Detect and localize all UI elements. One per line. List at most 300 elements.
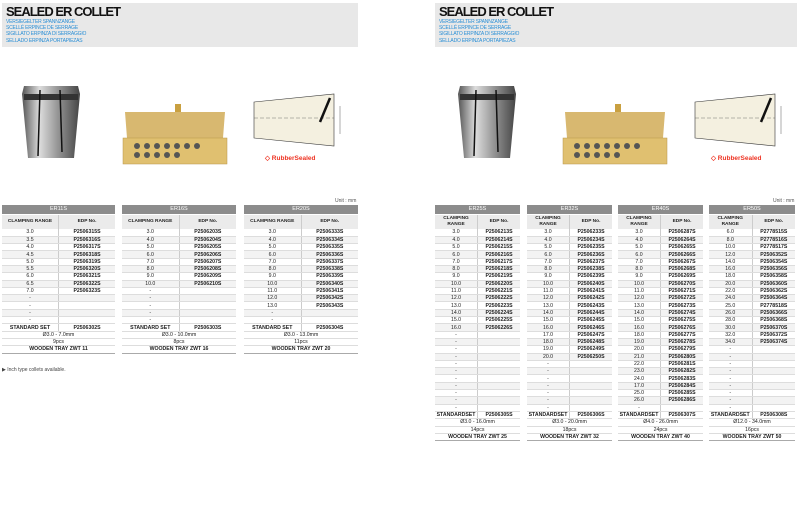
- edp-cell: [179, 317, 236, 324]
- clamping-range-cell: 16.0: [709, 265, 752, 272]
- inch-note: ▶ Inch type collets available.: [2, 367, 66, 373]
- edp-cell: P2506224S: [478, 309, 521, 316]
- clamping-range-cell: 10.0: [435, 280, 478, 287]
- edp-cell: P2506237S: [570, 258, 613, 265]
- edp-cell: P2506222S: [478, 295, 521, 302]
- edp-cell: P2506283S: [661, 375, 704, 382]
- clamping-range-cell: -: [122, 302, 179, 309]
- edp-cell: P2506279S: [661, 346, 704, 353]
- cross-section-drawing-icon: [691, 92, 791, 150]
- edp-cell: P2506322S: [59, 280, 116, 287]
- standard-set-label: STANDARD SET: [2, 324, 59, 331]
- table-row: [244, 317, 358, 324]
- table-row: [618, 280, 703, 287]
- edp-cell: P2778518S: [752, 302, 795, 309]
- set-range: Ø3.0 - 16.0mm: [435, 419, 520, 426]
- clamping-range-cell: 4.5: [2, 251, 59, 258]
- table-row: [435, 331, 520, 338]
- edp-cell: [752, 360, 795, 367]
- edp-cell: P2506204S: [179, 236, 236, 243]
- product-images: [0, 70, 370, 170]
- edp-cell: P2506264S: [661, 236, 704, 243]
- edp-cell: P2506270S: [661, 280, 704, 287]
- clamping-range-cell: 17.0: [618, 382, 661, 389]
- edp-cell: P2506277S: [661, 331, 704, 338]
- summary-row: [244, 338, 358, 345]
- table-row: [709, 353, 795, 360]
- clamping-range-cell: -: [527, 382, 570, 389]
- table-row: [618, 390, 703, 397]
- table-row: [435, 346, 520, 353]
- clamping-range-cell: -: [435, 397, 478, 404]
- clamping-range-cell: -: [435, 382, 478, 389]
- summary-row: [709, 426, 795, 433]
- table-row: [618, 287, 703, 294]
- edp-cell: P2506240S: [570, 280, 613, 287]
- product-images: [433, 70, 800, 170]
- edp-cell: P2506337S: [301, 258, 358, 265]
- page-header: [435, 3, 797, 47]
- table-row: [435, 360, 520, 367]
- table-row: [435, 382, 520, 389]
- summary-row: [435, 433, 520, 440]
- clamping-range-cell: 8.0: [244, 265, 301, 272]
- clamping-range-cell: 15.0: [618, 317, 661, 324]
- clamping-range-cell: 22.0: [709, 287, 752, 294]
- set-range: Ø4.0 - 26.0mm: [618, 419, 703, 426]
- edp-cell: P2506221S: [478, 287, 521, 294]
- table-row: [122, 251, 236, 258]
- table-row: [709, 273, 795, 280]
- clamping-range-cell: 22.0: [618, 360, 661, 367]
- clamping-range-cell: 20.0: [709, 280, 752, 287]
- set-pcs: 18pcs: [527, 426, 612, 433]
- clamping-range-cell: 11.0: [527, 287, 570, 294]
- col-clamping-range: CLAMPING RANGE: [618, 214, 661, 229]
- table-row: [527, 258, 612, 265]
- col-clamping-range: CLAMPING RANGE: [244, 214, 301, 229]
- clamping-range-cell: 25.0: [618, 390, 661, 397]
- edp-cell: [179, 287, 236, 294]
- table-row: [618, 346, 703, 353]
- clamping-range-cell: -: [122, 317, 179, 324]
- table-er16s: [122, 205, 236, 354]
- edp-cell: P2506318S: [59, 251, 116, 258]
- edp-cell: P2778517S: [752, 244, 795, 251]
- clamping-range-cell: -: [527, 368, 570, 375]
- clamping-range-cell: -: [2, 317, 59, 324]
- collet-photo-icon: [20, 82, 82, 160]
- subtitle-it: SIGILLATO ERPINZA DI SERRAGGIO: [6, 31, 87, 38]
- table-er32s: [527, 205, 612, 441]
- clamping-range-cell: 5.0: [122, 244, 179, 251]
- clamping-range-cell: 18.0: [709, 273, 752, 280]
- clamping-range-cell: -: [709, 368, 752, 375]
- summary-row: [122, 324, 236, 331]
- clamping-range-cell: -: [709, 360, 752, 367]
- table-row: [2, 244, 115, 251]
- clamping-range-cell: -: [2, 309, 59, 316]
- clamping-range-cell: -: [527, 397, 570, 404]
- clamping-range-cell: 4.0: [435, 236, 478, 243]
- edp-cell: P2506278S: [661, 338, 704, 345]
- clamping-range-cell: -: [2, 295, 59, 302]
- edp-cell: [179, 309, 236, 316]
- edp-cell: P2506269S: [661, 273, 704, 280]
- table-row: [709, 251, 795, 258]
- clamping-range-cell: 3.0: [527, 229, 570, 236]
- table-row: [122, 258, 236, 265]
- clamping-range-cell: -: [709, 390, 752, 397]
- edp-cell: P2506242S: [570, 295, 613, 302]
- summary-row: [2, 331, 115, 338]
- clamping-range-cell: 5.5: [2, 265, 59, 272]
- table-row: [527, 295, 612, 302]
- table-row: [122, 295, 236, 302]
- clamping-range-cell: 16.0: [435, 324, 478, 331]
- table-row: [709, 229, 795, 236]
- col-clamping-range: CLAMPING RANGE: [122, 214, 179, 229]
- edp-cell: P2506319S: [59, 258, 116, 265]
- set-tray: WOODEN TRAY ZWT 32: [527, 433, 612, 440]
- clamping-range-cell: 5.0: [435, 244, 478, 251]
- edp-cell: [570, 360, 613, 367]
- summary-row: [527, 433, 612, 440]
- clamping-range-cell: 6.5: [2, 280, 59, 287]
- table-row: [435, 287, 520, 294]
- table-row: [435, 302, 520, 309]
- edp-cell: P2506321S: [59, 273, 116, 280]
- table-row: [709, 295, 795, 302]
- edp-cell: P2506323S: [59, 287, 116, 294]
- clamping-range-cell: 15.0: [527, 317, 570, 324]
- edp-cell: [478, 375, 521, 382]
- table-row: [527, 331, 612, 338]
- table-row: [618, 317, 703, 324]
- table-row: [618, 338, 703, 345]
- clamping-range-cell: 4.0: [122, 236, 179, 243]
- clamping-range-cell: 4.0: [244, 236, 301, 243]
- subtitle-es: SELLADO ERPINZA PORTAPIEZAS: [6, 37, 83, 44]
- table-row: [122, 309, 236, 316]
- edp-cell: P2506316S: [59, 236, 116, 243]
- table-row: [244, 280, 358, 287]
- table-row: [709, 360, 795, 367]
- standard-set-label: STANDARDSET: [435, 411, 478, 418]
- edp-cell: [752, 346, 795, 353]
- table-row: [527, 244, 612, 251]
- edp-cell: P2506210S: [179, 280, 236, 287]
- page-title: SEALED ER COLLET: [6, 4, 121, 19]
- edp-cell: [301, 309, 358, 316]
- standard-set-edp: P2506308S: [752, 411, 795, 418]
- col-edp: EDP No.: [179, 214, 236, 229]
- clamping-range-cell: 20.0: [527, 353, 570, 360]
- edp-cell: P2506207S: [179, 258, 236, 265]
- edp-cell: P2506265S: [661, 244, 704, 251]
- table-row: [435, 265, 520, 272]
- edp-cell: P2506286S: [661, 397, 704, 404]
- edp-cell: P2506209S: [179, 273, 236, 280]
- clamping-range-cell: 5.0: [618, 244, 661, 251]
- edp-cell: P2506238S: [570, 265, 613, 272]
- edp-cell: P2506317S: [59, 244, 116, 251]
- table-row: [435, 229, 520, 236]
- edp-cell: [752, 382, 795, 389]
- table-row: [122, 236, 236, 243]
- clamping-range-cell: 26.0: [618, 397, 661, 404]
- subtitle-es: SELLADO ERPINZA PORTAPIEZAS: [439, 37, 516, 44]
- table-row: [527, 309, 612, 316]
- clamping-range-cell: 6.0: [122, 251, 179, 258]
- clamping-range-cell: 23.0: [618, 368, 661, 375]
- clamping-range-cell: -: [435, 338, 478, 345]
- table-row: [709, 346, 795, 353]
- standard-set-edp: P2506305S: [478, 411, 521, 418]
- clamping-range-cell: 11.0: [244, 287, 301, 294]
- edp-cell: P2506372S: [752, 331, 795, 338]
- clamping-range-cell: 3.5: [2, 236, 59, 243]
- table-row: [709, 309, 795, 316]
- table-row: [527, 287, 612, 294]
- table-row: [709, 375, 795, 382]
- col-clamping-range: CLAMPING RANGE: [709, 214, 752, 229]
- clamping-range-cell: 14.0: [618, 309, 661, 316]
- page-header: [2, 3, 358, 47]
- summary-row: [435, 419, 520, 426]
- clamping-range-cell: 6.0: [244, 251, 301, 258]
- subtitle-de: VERSIEGELTER SPANNZANGE: [439, 19, 508, 25]
- table-row: [709, 258, 795, 265]
- table-row: [122, 317, 236, 324]
- clamping-range-cell: 11.0: [618, 287, 661, 294]
- table-row: [618, 309, 703, 316]
- edp-cell: P2506225S: [478, 317, 521, 324]
- table-row: [435, 295, 520, 302]
- edp-cell: P2506268S: [661, 265, 704, 272]
- table-row: [618, 331, 703, 338]
- edp-cell: P2506285S: [661, 390, 704, 397]
- clamping-range-cell: 10.0: [527, 280, 570, 287]
- table-row: [709, 382, 795, 389]
- edp-cell: P2506276S: [661, 324, 704, 331]
- unit-label: Unit : mm: [773, 198, 795, 204]
- clamping-range-cell: 32.0: [709, 331, 752, 338]
- edp-cell: P2506247S: [570, 331, 613, 338]
- clamping-range-cell: -: [527, 360, 570, 367]
- table-row: [244, 309, 358, 316]
- edp-cell: P2506335S: [301, 244, 358, 251]
- table-row: [618, 375, 703, 382]
- standard-set-edp: P2506304S: [301, 324, 358, 331]
- table-row: [527, 360, 612, 367]
- edp-cell: [478, 353, 521, 360]
- table-row: [435, 338, 520, 345]
- table-row: [435, 397, 520, 404]
- col-edp: EDP No.: [661, 214, 704, 229]
- summary-row: [435, 411, 520, 418]
- table-row: [618, 244, 703, 251]
- edp-cell: P2506206S: [179, 251, 236, 258]
- edp-cell: P2506226S: [478, 324, 521, 331]
- summary-row: [244, 331, 358, 338]
- edp-cell: [570, 390, 613, 397]
- summary-row: [244, 346, 358, 353]
- edp-cell: P2506360S: [752, 280, 795, 287]
- clamping-range-cell: 6.0: [2, 273, 59, 280]
- table-row: [709, 338, 795, 345]
- table-row: [244, 258, 358, 265]
- edp-cell: P2506215S: [478, 244, 521, 251]
- table-row: [618, 236, 703, 243]
- edp-cell: [570, 404, 613, 411]
- edp-cell: [752, 375, 795, 382]
- standard-set-label: STANDARD SET: [122, 324, 179, 331]
- standard-set-label: STANDARDSET: [709, 411, 752, 418]
- edp-cell: [752, 353, 795, 360]
- edp-cell: P2506214S: [478, 236, 521, 243]
- table-row: [2, 287, 115, 294]
- standard-set-label: STANDARD SET: [244, 324, 301, 331]
- edp-cell: P2506241S: [570, 287, 613, 294]
- table-row: [527, 397, 612, 404]
- clamping-range-cell: -: [122, 309, 179, 316]
- clamping-range-cell: -: [709, 397, 752, 404]
- clamping-range-cell: -: [435, 346, 478, 353]
- collet-photo-icon: [456, 82, 518, 160]
- set-tray: WOODEN TRAY ZWT 20: [244, 346, 358, 353]
- standard-set-edp: P2506307S: [661, 411, 704, 418]
- clamping-range-cell: 12.0: [709, 251, 752, 258]
- clamping-range-cell: 4.0: [618, 236, 661, 243]
- table-row: [527, 265, 612, 272]
- clamping-range-cell: 8.0: [618, 265, 661, 272]
- clamping-range-cell: 13.0: [435, 302, 478, 309]
- clamping-range-cell: 13.0: [527, 302, 570, 309]
- table-er25s: [435, 205, 520, 441]
- table-row: [435, 404, 520, 411]
- clamping-range-cell: 7.0: [435, 258, 478, 265]
- table-row: [618, 273, 703, 280]
- table-row: [709, 280, 795, 287]
- clamping-range-cell: 4.0: [527, 236, 570, 243]
- clamping-range-cell: 12.0: [244, 295, 301, 302]
- clamping-range-cell: 14.0: [709, 258, 752, 265]
- table-row: [435, 375, 520, 382]
- clamping-range-cell: 5.0: [527, 244, 570, 251]
- clamping-range-cell: 24.0: [618, 375, 661, 382]
- edp-cell: P2506223S: [478, 302, 521, 309]
- edp-cell: [752, 404, 795, 411]
- edp-cell: P2506315S: [59, 229, 116, 236]
- edp-cell: P2506366S: [752, 309, 795, 316]
- set-tray: WOODEN TRAY ZWT 25: [435, 433, 520, 440]
- set-pcs: 14pcs: [435, 426, 520, 433]
- table-row: [122, 244, 236, 251]
- clamping-range-cell: 7.0: [527, 258, 570, 265]
- table-row: [527, 390, 612, 397]
- subtitle-fr: SCELLÉ ERPINCE DE SERRAGE: [6, 25, 78, 32]
- edp-cell: P2506243S: [570, 302, 613, 309]
- summary-row: [709, 433, 795, 440]
- edp-cell: P2506370S: [752, 324, 795, 331]
- table-row: [122, 229, 236, 236]
- subtitle-de: VERSIEGELTER SPANNZANGE: [6, 19, 75, 25]
- set-tray: WOODEN TRAY ZWT 40: [618, 433, 703, 440]
- table-row: [244, 251, 358, 258]
- table-row: [435, 317, 520, 324]
- summary-row: [527, 426, 612, 433]
- col-clamping-range: CLAMPING RANGE: [527, 214, 570, 229]
- series-header: ER50S: [709, 205, 795, 214]
- table-row: [122, 265, 236, 272]
- edp-cell: [478, 346, 521, 353]
- clamping-range-cell: 8.0: [527, 265, 570, 272]
- table-row: [435, 244, 520, 251]
- edp-cell: P2506273S: [661, 302, 704, 309]
- table-row: [244, 236, 358, 243]
- series-header: ER25S: [435, 205, 520, 214]
- table-row: [2, 258, 115, 265]
- clamping-range-cell: -: [709, 375, 752, 382]
- edp-cell: P2506282S: [661, 368, 704, 375]
- clamping-range-cell: 24.0: [709, 295, 752, 302]
- table-row: [618, 265, 703, 272]
- table-row: [527, 251, 612, 258]
- table-row: [709, 331, 795, 338]
- clamping-range-cell: 8.0: [122, 265, 179, 272]
- clamping-range-cell: 20.0: [618, 346, 661, 353]
- table-row: [122, 302, 236, 309]
- set-pcs: 9pcs: [2, 338, 115, 345]
- table-row: [618, 353, 703, 360]
- clamping-range-cell: 9.0: [527, 273, 570, 280]
- clamping-range-cell: 19.0: [618, 338, 661, 345]
- clamping-range-cell: -: [435, 390, 478, 397]
- set-pcs: 8pcs: [122, 338, 236, 345]
- table-row: [527, 302, 612, 309]
- table-row: [527, 317, 612, 324]
- table-row: [244, 302, 358, 309]
- table-row: [2, 236, 115, 243]
- edp-cell: P2506244S: [570, 309, 613, 316]
- table-row: [618, 360, 703, 367]
- table-row: [527, 236, 612, 243]
- table-row: [435, 273, 520, 280]
- rubber-sealed-label: ◇ RubberSealed: [711, 155, 762, 162]
- col-edp: EDP No.: [752, 214, 795, 229]
- clamping-range-cell: 9.0: [435, 273, 478, 280]
- clamping-range-cell: 7.0: [244, 258, 301, 265]
- set-tray: WOODEN TRAY ZWT 11: [2, 346, 115, 353]
- edp-cell: P2506213S: [478, 229, 521, 236]
- clamping-range-cell: 3.0: [2, 229, 59, 236]
- clamping-range-cell: 10.0: [618, 280, 661, 287]
- edp-cell: [478, 331, 521, 338]
- table-row: [2, 265, 115, 272]
- clamping-range-cell: 3.0: [618, 229, 661, 236]
- clamping-range-cell: -: [435, 375, 478, 382]
- clamping-range-cell: 3.0: [122, 229, 179, 236]
- clamping-range-cell: -: [122, 287, 179, 294]
- summary-row: [435, 426, 520, 433]
- table-row: [527, 324, 612, 331]
- standard-set-edp: P2506306S: [570, 411, 613, 418]
- edp-cell: P2778515S: [752, 229, 795, 236]
- edp-cell: P2506362S: [752, 287, 795, 294]
- edp-cell: [478, 368, 521, 375]
- edp-cell: P2506340S: [301, 280, 358, 287]
